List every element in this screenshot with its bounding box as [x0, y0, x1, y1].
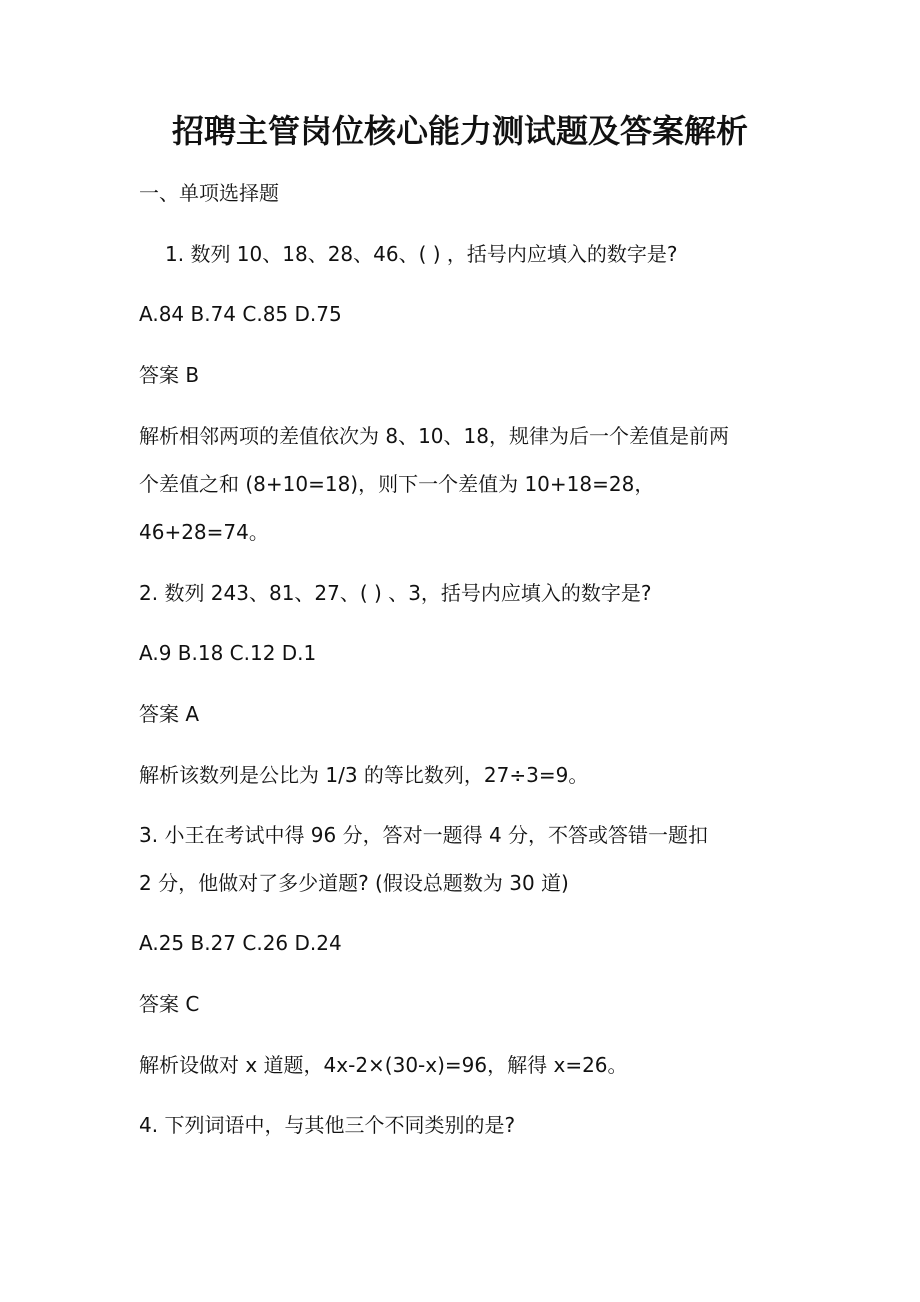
question-1-analysis-line-2: 个差值之和 (8+10=18)，则下一个差值为 10+18=28， [139, 472, 655, 496]
section-heading: 一、单项选择题 [139, 181, 279, 205]
question-2-text: 2. 数列 243、81、27、( ) 、3，括号内应填入的数字是? [139, 581, 652, 605]
document-title: 招聘主管岗位核心能力测试题及答案解析 [171, 112, 748, 150]
question-1-analysis-line-3: 46+28=74。 [139, 520, 269, 544]
question-2-answer: 答案 A [139, 702, 200, 726]
question-1-analysis-line-1: 解析相邻两项的差值依次为 8、10、18，规律为后一个差值是前两 [139, 424, 729, 448]
question-3-options: A.25 B.27 C.26 D.24 [139, 931, 342, 955]
question-4-text: 4. 下列词语中，与其他三个不同类别的是? [139, 1113, 516, 1137]
question-3-answer: 答案 C [139, 992, 200, 1016]
question-2-analysis-line-1: 解析该数列是公比为 1/3 的等比数列，27÷3=9。 [139, 763, 589, 787]
question-3-text-line-2: 2 分，他做对了多少道题? (假设总题数为 30 道) [139, 871, 569, 895]
question-1-answer: 答案 B [139, 363, 200, 387]
question-2-options: A.9 B.18 C.12 D.1 [139, 641, 317, 665]
question-1-text: 1. 数列 10、18、28、46、( ) ，括号内应填入的数字是? [165, 242, 678, 266]
question-3-text-line-1: 3. 小王在考试中得 96 分，答对一题得 4 分，不答或答错一题扣 [139, 823, 709, 847]
question-3-analysis-line-1: 解析设做对 x 道题，4x-2×(30-x)=96，解得 x=26。 [139, 1053, 628, 1077]
question-1-options: A.84 B.74 C.85 D.75 [139, 302, 342, 326]
